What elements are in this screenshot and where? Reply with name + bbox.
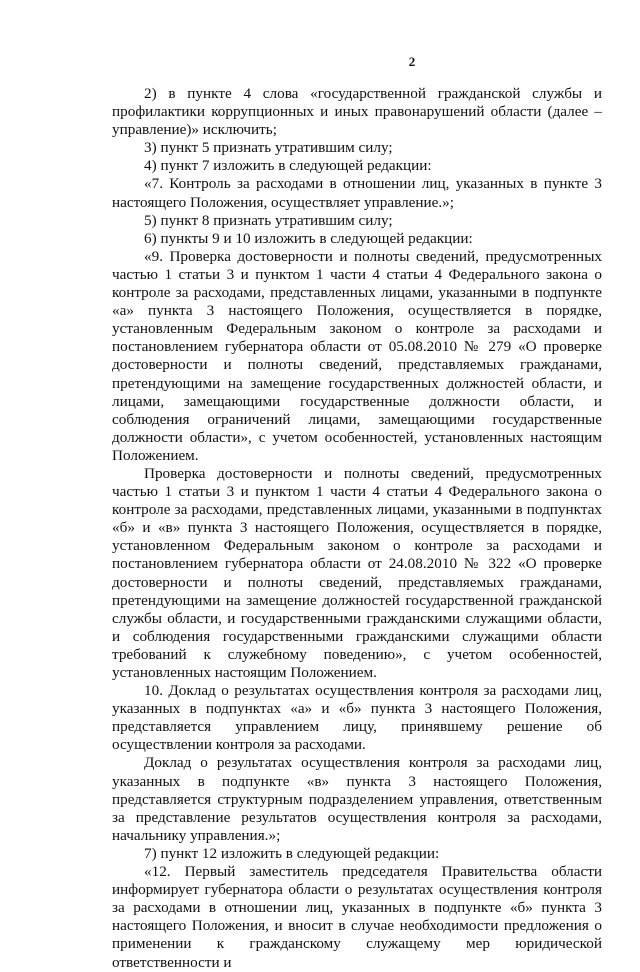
- paragraph-point-12-text: «12. Первый заместитель председателя Правительства области информирует губернатора области о результатах осуществления контроля за расходами в отношении лиц, указанных в подпункте «б» пункта 3 настоящего Положения, и вносит в случае необходимости предложения о применении к гражданскому служащему мер юридической ответственности и: [112, 863, 602, 971]
- paragraph-item-7: 7) пункт 12 изложить в следующей редакции:: [144, 844, 440, 862]
- paragraph-item-5: 5) пункт 8 признать утратившим силу;: [144, 211, 393, 229]
- document-body: [112, 85, 602, 972]
- paragraph-item-3: 3) пункт 5 признать утратившим силу;: [144, 139, 393, 157]
- paragraph-point-9-text: «9. Проверка достоверности и полноты сведений, предусмотренных частью 1 статьи 3 и пунктом 1 части 4 статьи 4 Федерального закона о контроле за расходами, представленных лицами, указанными в подпункте «а» пункта 3 настоящего Положения, осуществляется в порядке, установленным Федеральным законом о контроле за расходами и постановлением губернатора области от 05.08.2010 № 279 «О проверке достоверности и полноты сведений, представляемых гражданами, претендующими на замещение государственных должностей области, и лицами, замещающими государственные должности области, и соблюдения ограничений лицами, замещающими государственные должности области», с учетом особенностей, установленных настоящим Положением.: [112, 247, 602, 464]
- paragraph-point-7-text: «7. Контроль за расходами в отношении лиц, указанных в пункте 3 настоящего Положения, осуществляет управление.»;: [112, 175, 602, 211]
- paragraph-point-10-text: 10. Доклад о результатах осуществления контроля за расходами лиц, указанных в подпунктах «а» и «б» пункта 3 настоящего Положения, представляется управлением лицу, принявшему решение об осуществлении контроля за расходами.: [112, 682, 602, 754]
- paragraph-item-2: 2) в пункте 4 слова «государственной гражданской службы и профилактики коррупционных и иных правонарушений области (далее – управление)» исключить;: [112, 85, 602, 139]
- paragraph-item-4: 4) пункт 7 изложить в следующей редакции:: [144, 157, 432, 175]
- paragraph-point-9-continued: Проверка достоверности и полноты сведений, предусмотренных частью 1 статьи 3 и пунктом 1 части 4 статьи 4 Федерального закона о контроле за расходами, представленных лицами, указанными в подпунктах «б» и «в» пункта 3 настоящего Положения, осуществляется в порядке, установленном Федеральным законом о контроле за расходами и постановлением губернатора области от 24.08.2010 № 322 «О проверке достоверности и полноты сведений, представляемых гражданами, претендующими на замещение должностей государственной гражданской службы области, и государственными гражданскими служащими области, и соблюдения государственными гражданскими служащими области требований к служебному поведению», с учетом особенностей, установленных настоящим Положением.: [112, 464, 602, 681]
- paragraph-point-10-continued: Доклад о результатах осуществления контроля за расходами лиц, указанных в подпункте «в» пункта 3 настоящего Положения, представляется структурным подразделением управления, ответственным за представление результатов осуществления контроля за расходами, начальнику управления.»;: [112, 754, 602, 844]
- page-number: 2: [408, 54, 416, 69]
- paragraph-item-6: 6) пункты 9 и 10 изложить в следующей редакции:: [144, 229, 473, 247]
